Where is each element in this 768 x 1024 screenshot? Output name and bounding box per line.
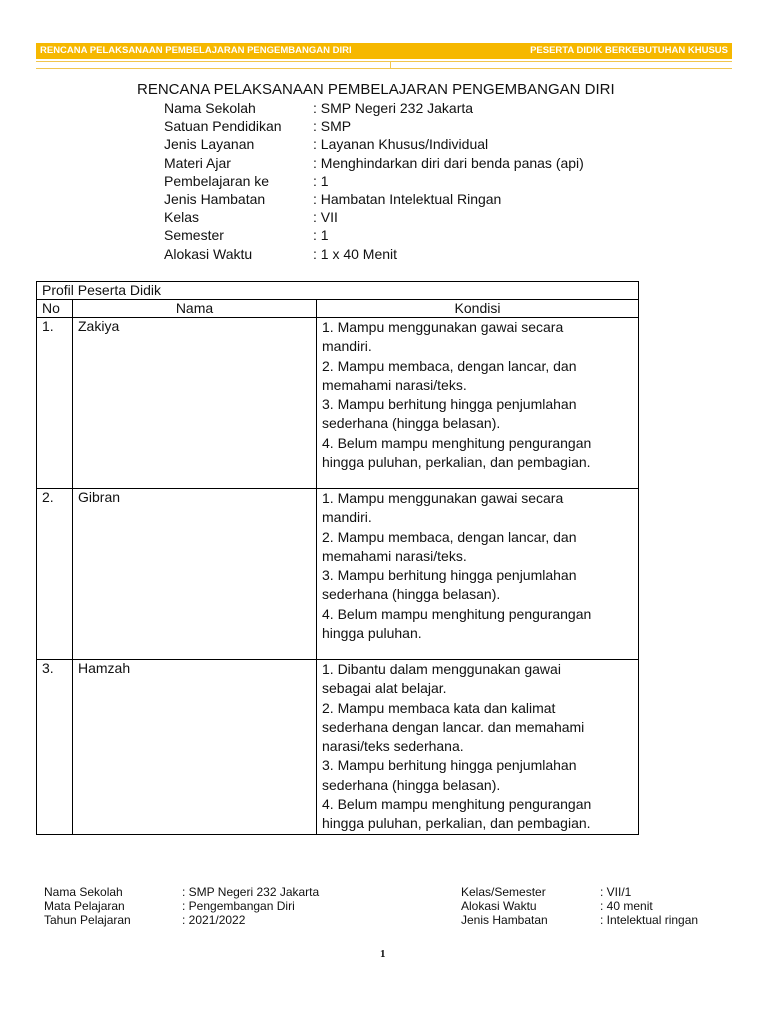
condition-line: 2. Mampu membaca, dengan lancar, dan	[322, 357, 577, 374]
condition-line: mandiri.	[322, 338, 372, 355]
row-number: 1.	[37, 318, 73, 489]
info-label: Materi Ajar	[164, 154, 231, 171]
condition-line: sederhana (hingga belasan).	[322, 776, 501, 793]
condition-line: 4. Belum mampu menghitung pengurangan	[322, 796, 592, 813]
condition-line: sederhana (hingga belasan).	[322, 415, 501, 432]
footer-value: : VII/1	[600, 885, 632, 899]
row-number: 3.	[37, 660, 73, 835]
info-row	[164, 154, 584, 172]
table-caption: Profil Peserta Didik	[37, 282, 639, 300]
footer-label: Jenis Hambatan	[461, 913, 548, 928]
footer-row	[461, 885, 698, 899]
footer-label: Alokasi Waktu	[461, 899, 537, 914]
condition-line: hingga puluhan.	[322, 625, 422, 642]
student-name: Hamzah	[73, 660, 317, 835]
footer-value: : 40 menit	[600, 899, 653, 914]
student-name: Gibran	[73, 489, 317, 660]
condition-line: 3. Mampu berhitung hingga penjumlahan	[322, 757, 577, 774]
table-row	[37, 318, 639, 489]
condition-line: 4. Belum mampu menghitung pengurangan	[322, 434, 592, 451]
condition-line: sederhana dengan lancar. dan memahami	[322, 718, 585, 735]
footer-left	[44, 885, 319, 928]
info-row	[164, 117, 584, 135]
footer-value: : SMP Negeri 232 Jakarta	[182, 885, 320, 899]
info-value: : 1 x 40 Menit	[313, 245, 398, 262]
condition-line: 2. Mampu membaca kata dan kalimat	[322, 699, 556, 716]
header-no: No	[37, 300, 73, 318]
info-row	[164, 245, 584, 263]
condition-line: 3. Mampu berhitung hingga penjumlahan	[322, 567, 577, 584]
footer-row	[44, 885, 319, 899]
condition-line: narasi/teks sederhana.	[322, 738, 464, 755]
info-label: Pembelajaran ke	[164, 172, 270, 189]
condition-line: sederhana (hingga belasan).	[322, 586, 501, 603]
info-row	[164, 172, 584, 190]
footer-label: Nama Sekolah	[44, 885, 123, 899]
info-label: Alokasi Waktu	[164, 245, 253, 262]
info-label: Nama Sekolah	[164, 100, 256, 116]
table-header-row	[37, 300, 639, 318]
table-row	[37, 660, 639, 835]
table-row	[37, 489, 639, 660]
student-condition	[317, 660, 639, 835]
condition-line: mandiri.	[322, 509, 372, 526]
footer-row	[461, 899, 698, 913]
document-title: RENCANA PELAKSANAAN PEMBELAJARAN PENGEMBANGAN DIRI	[137, 81, 615, 98]
info-value: : Hambatan Intelektual Ringan	[313, 190, 502, 207]
condition-line: 4. Belum mampu menghitung pengurangan	[322, 605, 592, 622]
info-row	[164, 190, 584, 208]
school-info	[164, 99, 584, 263]
condition-line: memahami narasi/teks.	[322, 547, 467, 564]
condition-line: sebagai alat belajar.	[322, 680, 447, 697]
condition-line: 1. Mampu menggunakan gawai secara	[322, 319, 564, 335]
info-label: Jenis Layanan	[164, 136, 255, 153]
info-value: : VII	[313, 209, 338, 226]
footer-row	[44, 913, 319, 927]
info-value: : SMP Negeri 232 Jakarta	[313, 100, 474, 116]
footer-label: Tahun Pelajaran	[44, 913, 131, 928]
info-value: : 1	[313, 172, 329, 189]
table-caption-row	[37, 282, 639, 300]
info-row	[164, 208, 584, 226]
info-value: : 1	[313, 227, 329, 244]
info-label: Semester	[164, 227, 224, 244]
condition-line: 2. Mampu membaca, dengan lancar, dan	[322, 528, 577, 545]
info-row	[164, 226, 584, 244]
student-condition	[317, 318, 639, 489]
info-value: : Layanan Khusus/Individual	[313, 136, 489, 153]
footer-row	[44, 899, 319, 913]
header-rule	[36, 61, 732, 69]
info-label: Kelas	[164, 209, 200, 226]
info-value: : Menghindarkan diri dari benda panas (api)	[313, 154, 584, 171]
info-value: : SMP	[313, 118, 352, 135]
student-profile-table	[36, 281, 639, 835]
footer-value: : Pengembangan Diri	[182, 899, 295, 914]
footer-right	[461, 885, 698, 928]
info-row	[164, 135, 584, 153]
info-label: Satuan Pendidikan	[164, 118, 282, 135]
condition-line: memahami narasi/teks.	[322, 376, 467, 393]
page-number: 1	[380, 948, 386, 960]
student-condition	[317, 489, 639, 660]
page-header-bar	[36, 43, 732, 59]
footer-label: Kelas/Semester	[461, 885, 546, 899]
condition-line: hingga puluhan, perkalian, dan pembagian.	[322, 454, 591, 471]
condition-line: hingga puluhan, perkalian, dan pembagian.	[322, 815, 591, 832]
header-left-text: RENCANA PELAKSANAAN PEMBELAJARAN PENGEMBANGAN DIRI	[40, 45, 352, 56]
header-kondisi: Kondisi	[317, 300, 639, 318]
footer-value: : 2021/2022	[182, 913, 246, 928]
footer-row	[461, 913, 698, 927]
footer-value: : Intelektual ringan	[600, 913, 699, 928]
row-number: 2.	[37, 489, 73, 660]
condition-line: 1. Dibantu dalam menggunakan gawai	[322, 661, 561, 677]
header-nama: Nama	[73, 300, 317, 318]
condition-line: 3. Mampu berhitung hingga penjumlahan	[322, 396, 577, 413]
student-name: Zakiya	[73, 318, 317, 489]
header-right-text: PESERTA DIDIK BERKEBUTUHAN KHUSUS	[530, 45, 728, 56]
footer-label: Mata Pelajaran	[44, 899, 125, 914]
info-label: Jenis Hambatan	[164, 190, 266, 207]
condition-line: 1. Mampu menggunakan gawai secara	[322, 490, 564, 506]
info-row	[164, 99, 584, 117]
